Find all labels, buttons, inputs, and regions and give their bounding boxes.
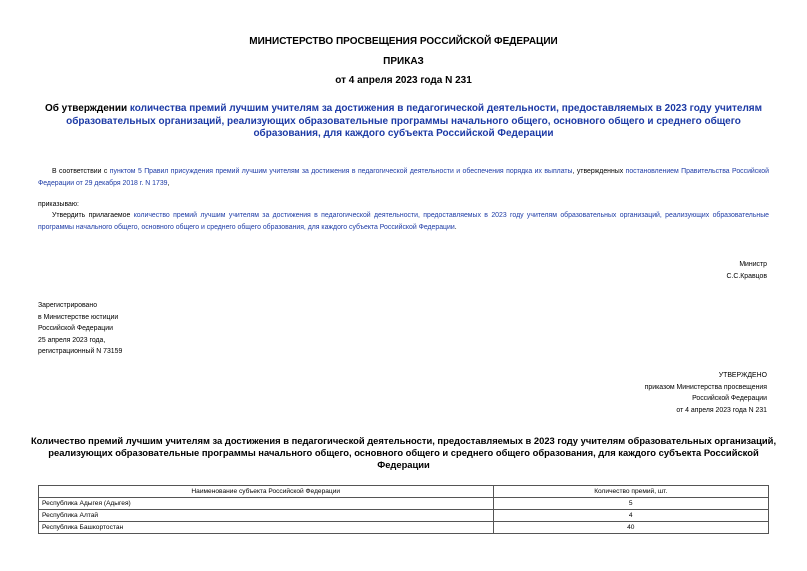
appendix-link[interactable]: количество премий лучшим учителям за достижения в педагогической деятельности, предоставляемых в 2023 году учителям образовательных организаций, реализующих образовательные программы начального общего, основного общего и среднего общего образования, для каждого субъекта Российской Федерации xyxy=(38,212,769,231)
paragraph-approve xyxy=(38,210,769,233)
count-cell: 4 xyxy=(493,510,769,522)
rules-link[interactable]: пунктом 5 Правил присуждения премий лучшим учителям за достижения в педагогической деятельности и обеспечения порядка их выплаты xyxy=(109,168,573,175)
count-cell: 40 xyxy=(493,522,769,534)
paragraph-order: приказываю: xyxy=(38,201,79,208)
region-cell: Республика Башкортостан xyxy=(39,522,494,534)
document-type: ПРИКАЗ xyxy=(383,56,424,67)
region-cell: Республика Алтай xyxy=(39,510,494,522)
government-decree-link[interactable]: постановлением Правительства Российской Федерации от 29 декабря 2018 г. N 1739 xyxy=(38,168,769,187)
registration-line-4: 25 апреля 2023 года, xyxy=(38,336,106,344)
title-prefix: Об утверждении xyxy=(44,103,128,114)
p3-end: . xyxy=(454,223,457,231)
registration-line-1: Зарегистрировано xyxy=(38,302,98,309)
approved-line-2: приказом Министерства просвещения xyxy=(644,383,767,391)
registration-line-2: в Министерстве юстиции xyxy=(38,313,119,321)
document-title xyxy=(38,103,769,141)
p1-start: В соответствии с xyxy=(52,168,108,175)
signature-position: Министр xyxy=(739,261,767,268)
table-header-row xyxy=(39,486,769,498)
table-row xyxy=(39,522,769,534)
paragraph-basis xyxy=(38,166,769,189)
approved-line-3: Российской Федерации xyxy=(692,395,767,402)
signature-block xyxy=(727,259,767,282)
appendix-title: Количество премий лучшим учителям за достижения в педагогической деятельности, предоставляемых в 2023 году учителям образовательных организаций, реализующих образовательные программы начального общего, основного общего и среднего общего образования, для каждого субъекта Российской Федерации xyxy=(30,435,777,470)
document-date: от 4 апреля 2023 года N 231 xyxy=(335,75,472,86)
registration-line-5: регистрационный N 73159 xyxy=(38,348,123,355)
region-cell: Республика Адыгея (Адыгея) xyxy=(39,498,494,510)
approved-line-4: от 4 апреля 2023 года N 231 xyxy=(676,406,767,414)
table-row xyxy=(39,510,769,522)
title-link[interactable]: количества премий лучшим учителям за достижения в педагогической деятельности, предоставляемых в 2023 году учителям образовательных организаций, реализующих образовательные программы начального общего, основного общего и среднего общего образования, для каждого субъекта Российской Федерации xyxy=(66,103,763,139)
p3-start: Утвердить прилагаемое xyxy=(52,212,131,219)
registration-line-3: Российской Федерации xyxy=(38,325,113,332)
header-count: Количество премий, шт. xyxy=(493,486,769,498)
table-row xyxy=(39,498,769,510)
count-cell: 5 xyxy=(493,498,769,510)
approved-line-1: УТВЕРЖДЕНО xyxy=(718,372,767,379)
ministry-heading: МИНИСТЕРСТВО ПРОСВЕЩЕНИЯ РОССИЙСКОЙ ФЕДЕРАЦИИ xyxy=(249,36,558,47)
signature-name: С.С.Кравцов xyxy=(726,272,767,280)
p1-end: , xyxy=(167,179,170,187)
premium-count-table xyxy=(38,485,769,534)
approved-block xyxy=(645,370,767,416)
header-region: Наименование субъекта Российской Федерации xyxy=(39,486,494,498)
registration-block xyxy=(38,300,122,358)
p1-mid: , утвержденных xyxy=(572,168,624,175)
